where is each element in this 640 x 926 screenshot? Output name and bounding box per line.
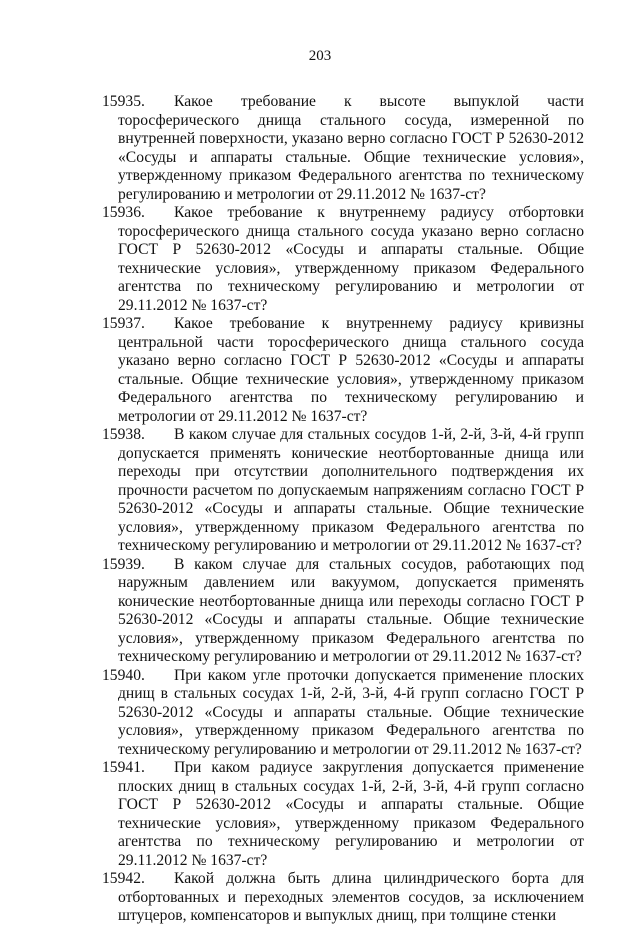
question-text: В каком случае для стальных сосудов, работающих под наружным давлением или вакуумом, допускается применять конические неотбортованные днища или переходы согласно ГОСТ Р 52630-2012 «Сосуды и аппараты стальные. Общие технические условия», утвержденному приказом Федерального агентства по техническому регулированию и метрологии от 29.11.2012 № 1637-ст? — [118, 555, 584, 665]
question-item — [102, 426, 584, 556]
question-number: 15942. — [102, 870, 145, 887]
question-text: Какое требование к внутреннему радиусу кривизны центральной части торосферического днища стального сосуда указано верно согласно ГОСТ Р 52630-2012 «Сосуды и аппараты стальные. Общие технические условия», утвержденному приказом Федерального агентства по техническому регулированию и метрологии от 29.11.2012 № 1637-ст? — [118, 315, 584, 425]
page-number: 203 — [308, 48, 332, 64]
question-number: 15935. — [102, 93, 145, 110]
question-item — [102, 315, 584, 426]
question-item — [102, 666, 584, 760]
question-text: Какое требование к высоте выпуклой части торосферического днища стального сосуда, измеренной по внутренней поверхности, указано верно согласно ГОСТ Р 52630-2012 «Сосуды и аппараты стальные. Общие технические условия», утвержденному приказом Федерального агентства по техническому регулированию и метрологии от 29.11.2012 № 1637-ст? — [118, 93, 584, 203]
question-number: 15936. — [102, 204, 145, 221]
question-number: 15937. — [102, 315, 145, 332]
question-list — [102, 93, 584, 926]
question-number: 15941. — [102, 759, 145, 776]
question-text: При каком угле проточки допускается применение плоских днищ в стальных сосудах 1-й, 2-й, 3-й, 4-й групп согласно ГОСТ Р 52630-2012 «Сосуды и аппараты стальные. Общие технические условия», утвержденному приказом Федерального агентства по техническому регулированию и метрологии от 29.11.2012 № 1637-ст? — [118, 666, 584, 758]
question-item — [102, 555, 584, 667]
question-number: 15939. — [102, 555, 145, 573]
question-item — [102, 870, 584, 926]
question-item — [102, 759, 584, 870]
question-number: 15940. — [102, 666, 145, 684]
question-item — [102, 204, 584, 315]
question-item — [102, 93, 584, 204]
question-number: 15938. — [102, 426, 145, 443]
question-text: При каком радиусе закругления допускается применение плоских днищ в стальных сосудах 1-й, 2-й, 3-й, 4-й групп согласно ГОСТ Р 52630-2012 «Сосуды и аппараты стальные. Общие технические условия», утвержденному приказом Федерального агентства по техническому регулированию и метрологии от 29.11.2012 № 1637-ст? — [118, 759, 584, 869]
question-text: Какой должна быть длина цилиндрического борта для отбортованных и переходных элементов сосудов, за исключением штуцеров, компенсаторов и выпуклых днищ, при толщине стенки — [118, 870, 584, 924]
question-text: Какое требование к внутреннему радиусу отбортовки торосферического днища стального сосуда указано верно согласно ГОСТ Р 52630-2012 «Сосуды и аппараты стальные. Общие технические условия», утвержденному приказом Федерального агентства по техническому регулированию и метрологии от 29.11.2012 № 1637-ст? — [118, 204, 584, 314]
question-text: В каком случае для стальных сосудов 1-й, 2-й, 3-й, 4-й групп допускается применять конические неотбортованные днища или переходы при отсутствии дополнительного подтверждения их прочности расчетом по допускаемым напряжениям согласно ГОСТ Р 52630-2012 «Сосуды и аппараты стальные. Общие технические условия», утвержденному приказом Федерального агентства по техническому регулированию и метрологии от 29.11.2012 № 1637-ст? — [118, 426, 584, 554]
